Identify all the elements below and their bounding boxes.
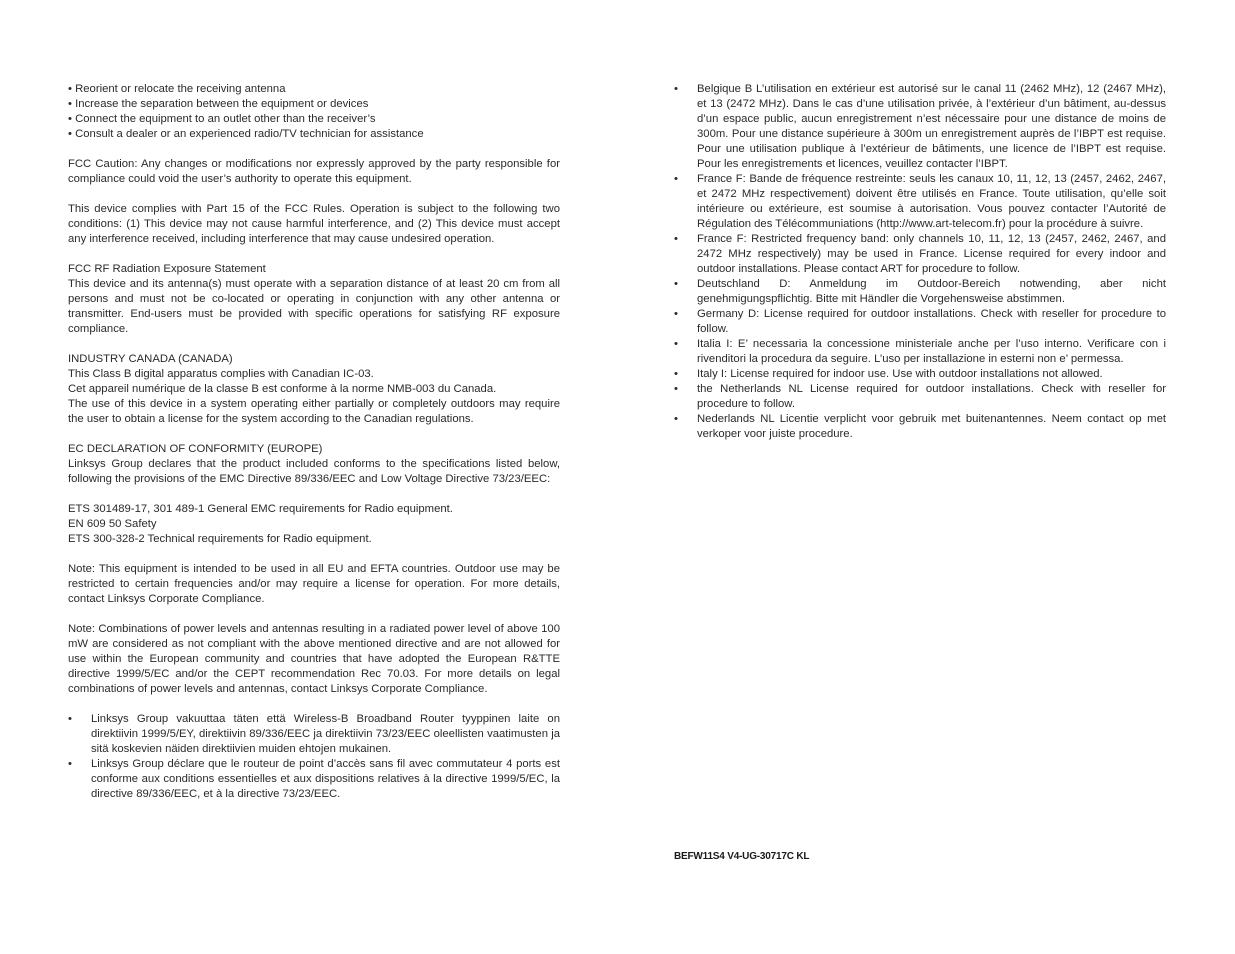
list-item: [674, 337, 1166, 367]
bullet-glyph: •: [68, 758, 72, 770]
list-item: [674, 277, 1166, 307]
list-item-text: Linksys Group déclare que le routeur de point d’accès sans fil avec commutateur 4 ports est conforme aux conditions essentielles et aux dispositions relatives à la directive 1999/5/EC, la directive 89/336/EEC, et à la directive 73/23/EEC.: [91, 758, 560, 800]
list-item: • Reorient or relocate the receiving antenna: [68, 83, 286, 95]
industry-canada-line: Cet appareil numérique de la classe B est conforme à la norme NMB-003 du Canada.: [68, 383, 497, 395]
fcc-part15-paragraph: This device complies with Part 15 of the FCC Rules. Operation is subject to the following two conditions: (1) This device may not cause harmful interference, and (2) This device must accept any interference received, including interference that may cause undesired operation.: [68, 203, 560, 245]
bullet-glyph: •: [674, 173, 678, 185]
list-item-text: France F: Restricted frequency band: only channels 10, 11, 12, 13 (2457, 2462, 2467, and 2472 MHz respectively) may be used in France. License required for every indoor and outdoor installations. Please contact ART for procedure to follow.: [697, 233, 1166, 275]
industry-canada-line: This Class B digital apparatus complies with Canadian IC-03.: [68, 368, 374, 380]
list-item: • Connect the equipment to an outlet other than the receiver’s: [68, 113, 376, 125]
bullet-glyph: •: [674, 368, 678, 380]
industry-canada-section: [68, 352, 560, 427]
bullet-glyph: •: [674, 278, 678, 290]
industry-canada-body: The use of this device in a system operating either partially or completely outdoors may require the user to obtain a license for the system according to the Canadian regulations.: [68, 398, 560, 425]
rf-exposure-heading: FCC RF Radiation Exposure Statement: [68, 263, 266, 275]
list-item: [68, 757, 560, 802]
ets-standards-section: [68, 502, 560, 547]
list-item-text: Linksys Group vakuuttaa täten että Wireless-B Broadband Router tyyppinen laite on direktiivin 1999/5/EY, direktiivin 89/336/EEC ja direktiivin 73/23/EEC oleellisten vaatimusten ja sitä koskevien näiden direktiivien muiden ehtojen mukainen.: [91, 713, 560, 755]
list-item: [674, 82, 1166, 172]
list-item-text: Italia I: E’ necessaria la concessione ministeriale anche per l’uso interno. Verificare con i rivenditori la procedura da seguire. L’uso per installazione in esterni non e’ permessa.: [697, 338, 1166, 365]
industry-canada-heading: INDUSTRY CANADA (CANADA): [68, 353, 233, 365]
country-restrictions-list: [674, 82, 1166, 442]
fcc-caution-paragraph: FCC Caution: Any changes or modifications nor expressly approved by the party responsible for compliance could void the user’s authority to operate this equipment.: [68, 158, 560, 185]
ec-declaration-heading: EC DECLARATION OF CONFORMITY (EUROPE): [68, 443, 323, 455]
list-item: [674, 382, 1166, 412]
list-item: • Consult a dealer or an experienced radio/TV technician for assistance: [68, 128, 424, 140]
left-page-column: [68, 82, 560, 802]
bullet-glyph: •: [674, 383, 678, 395]
ec-declaration-section: [68, 442, 560, 487]
document-code: BEFW11S4 V4-UG-30717C KL: [674, 851, 810, 862]
list-item: [674, 307, 1166, 337]
bullet-glyph: •: [674, 308, 678, 320]
rf-exposure-body: This device and its antenna(s) must operate with a separation distance of at least 20 cm from all persons and must not be co-located or operating in conjunction with any other antenna or transmitter. End-users must be provided with specific operations for satisfying RF exposure compliance.: [68, 278, 560, 335]
power-level-note: Note: Combinations of power levels and antennas resulting in a radiated power level of above 100 mW are considered as not compliant with the above mentioned directive and are not allowed for use within the European community and countries that have adopted the European R&TTE directive 1999/5/EC and/or the CEPT recommendation Rec 70.03. For more details on legal combinations of power levels and antennas, contact Linksys Corporate Compliance.: [68, 623, 560, 695]
list-item-text: France F: Bande de fréquence restreinte: seuls les canaux 10, 11, 12, 13 (2457, 2462, 2467, et 2472 MHz respectivement) doivent être utilisés en France. Toute utilisation, qu’elle soit intérieure ou extérieure, est soumise à autorisation. Vous pouvez contacter l’Autorité de Régulation des Télécommuniations (http://www.art-telecom.fr) pour la procédure à suivre.: [697, 173, 1166, 230]
bullet-glyph: •: [674, 83, 678, 95]
list-item-text: Nederlands NL Licentie verplicht voor gebruik met buitenantennes. Neem contact op met verkoper voor juiste procedure.: [697, 413, 1166, 440]
list-item-text: Italy I: License required for indoor use. Use with outdoor installations not allowed.: [697, 368, 1103, 380]
list-item: [68, 712, 560, 757]
eu-usage-note: Note: This equipment is intended to be used in all EU and EFTA countries. Outdoor use may be restricted to certain frequencies and/or may require a license for operation. For more details, contact Linksys Corporate Compliance.: [68, 563, 560, 605]
list-item-text: Germany D: License required for outdoor installations. Check with reseller for procedure to follow.: [697, 308, 1166, 335]
bullet-glyph: •: [68, 713, 72, 725]
bullet-glyph: •: [674, 338, 678, 350]
rf-exposure-section: [68, 262, 560, 337]
bullet-glyph: •: [674, 233, 678, 245]
ec-declaration-body: Linksys Group declares that the product included conforms to the specifications listed below, following the provisions of the EMC Directive 89/336/EEC and Low Voltage Directive 73/23/EEC:: [68, 458, 560, 485]
list-item-text: Belgique B L’utilisation en extérieur est autorisé sur le canal 11 (2462 MHz), 12 (2467 MHz), et 13 (2472 MHz). Dans le cas d’une utilisation privée, à l’extérieur d’un bâtiment, au-dessus d’un espace public, aucun enregistrement n’est nécessaire pour une distance de moins de 300m. Pour une distance supérieure à 300m un enregistrement auprès de l’IBPT est requise. Pour une utilisation publique à l’extérieur de bâtiments, une licence de l’IBPT est requise. Pour les enregistrements et licences, veuillez contacter l’IBPT.: [697, 83, 1166, 170]
right-page-column: [674, 82, 1166, 442]
ets-standard-line: ETS 301489-17, 301 489-1 General EMC requirements for Radio equipment.: [68, 503, 453, 515]
ets-standard-line: EN 609 50 Safety: [68, 518, 157, 530]
ets-standard-line: ETS 300-328-2 Technical requirements for Radio equipment.: [68, 533, 372, 545]
list-item-text: Deutschland D: Anmeldung im Outdoor-Bereich notwending, aber nicht genehmigungspflichtig. Bitte mit Händler die Vorgehensweise abstimmen.: [697, 278, 1166, 305]
list-item: [674, 367, 1166, 382]
interference-measures-list: [68, 82, 560, 142]
list-item: [674, 232, 1166, 277]
list-item: [674, 172, 1166, 232]
declaration-bullet-list: [68, 712, 560, 802]
bullet-glyph: •: [674, 413, 678, 425]
list-item-text: the Netherlands NL License required for outdoor installations. Check with reseller for procedure to follow.: [697, 383, 1166, 410]
list-item: • Increase the separation between the equipment or devices: [68, 98, 369, 110]
list-item: [674, 412, 1166, 442]
